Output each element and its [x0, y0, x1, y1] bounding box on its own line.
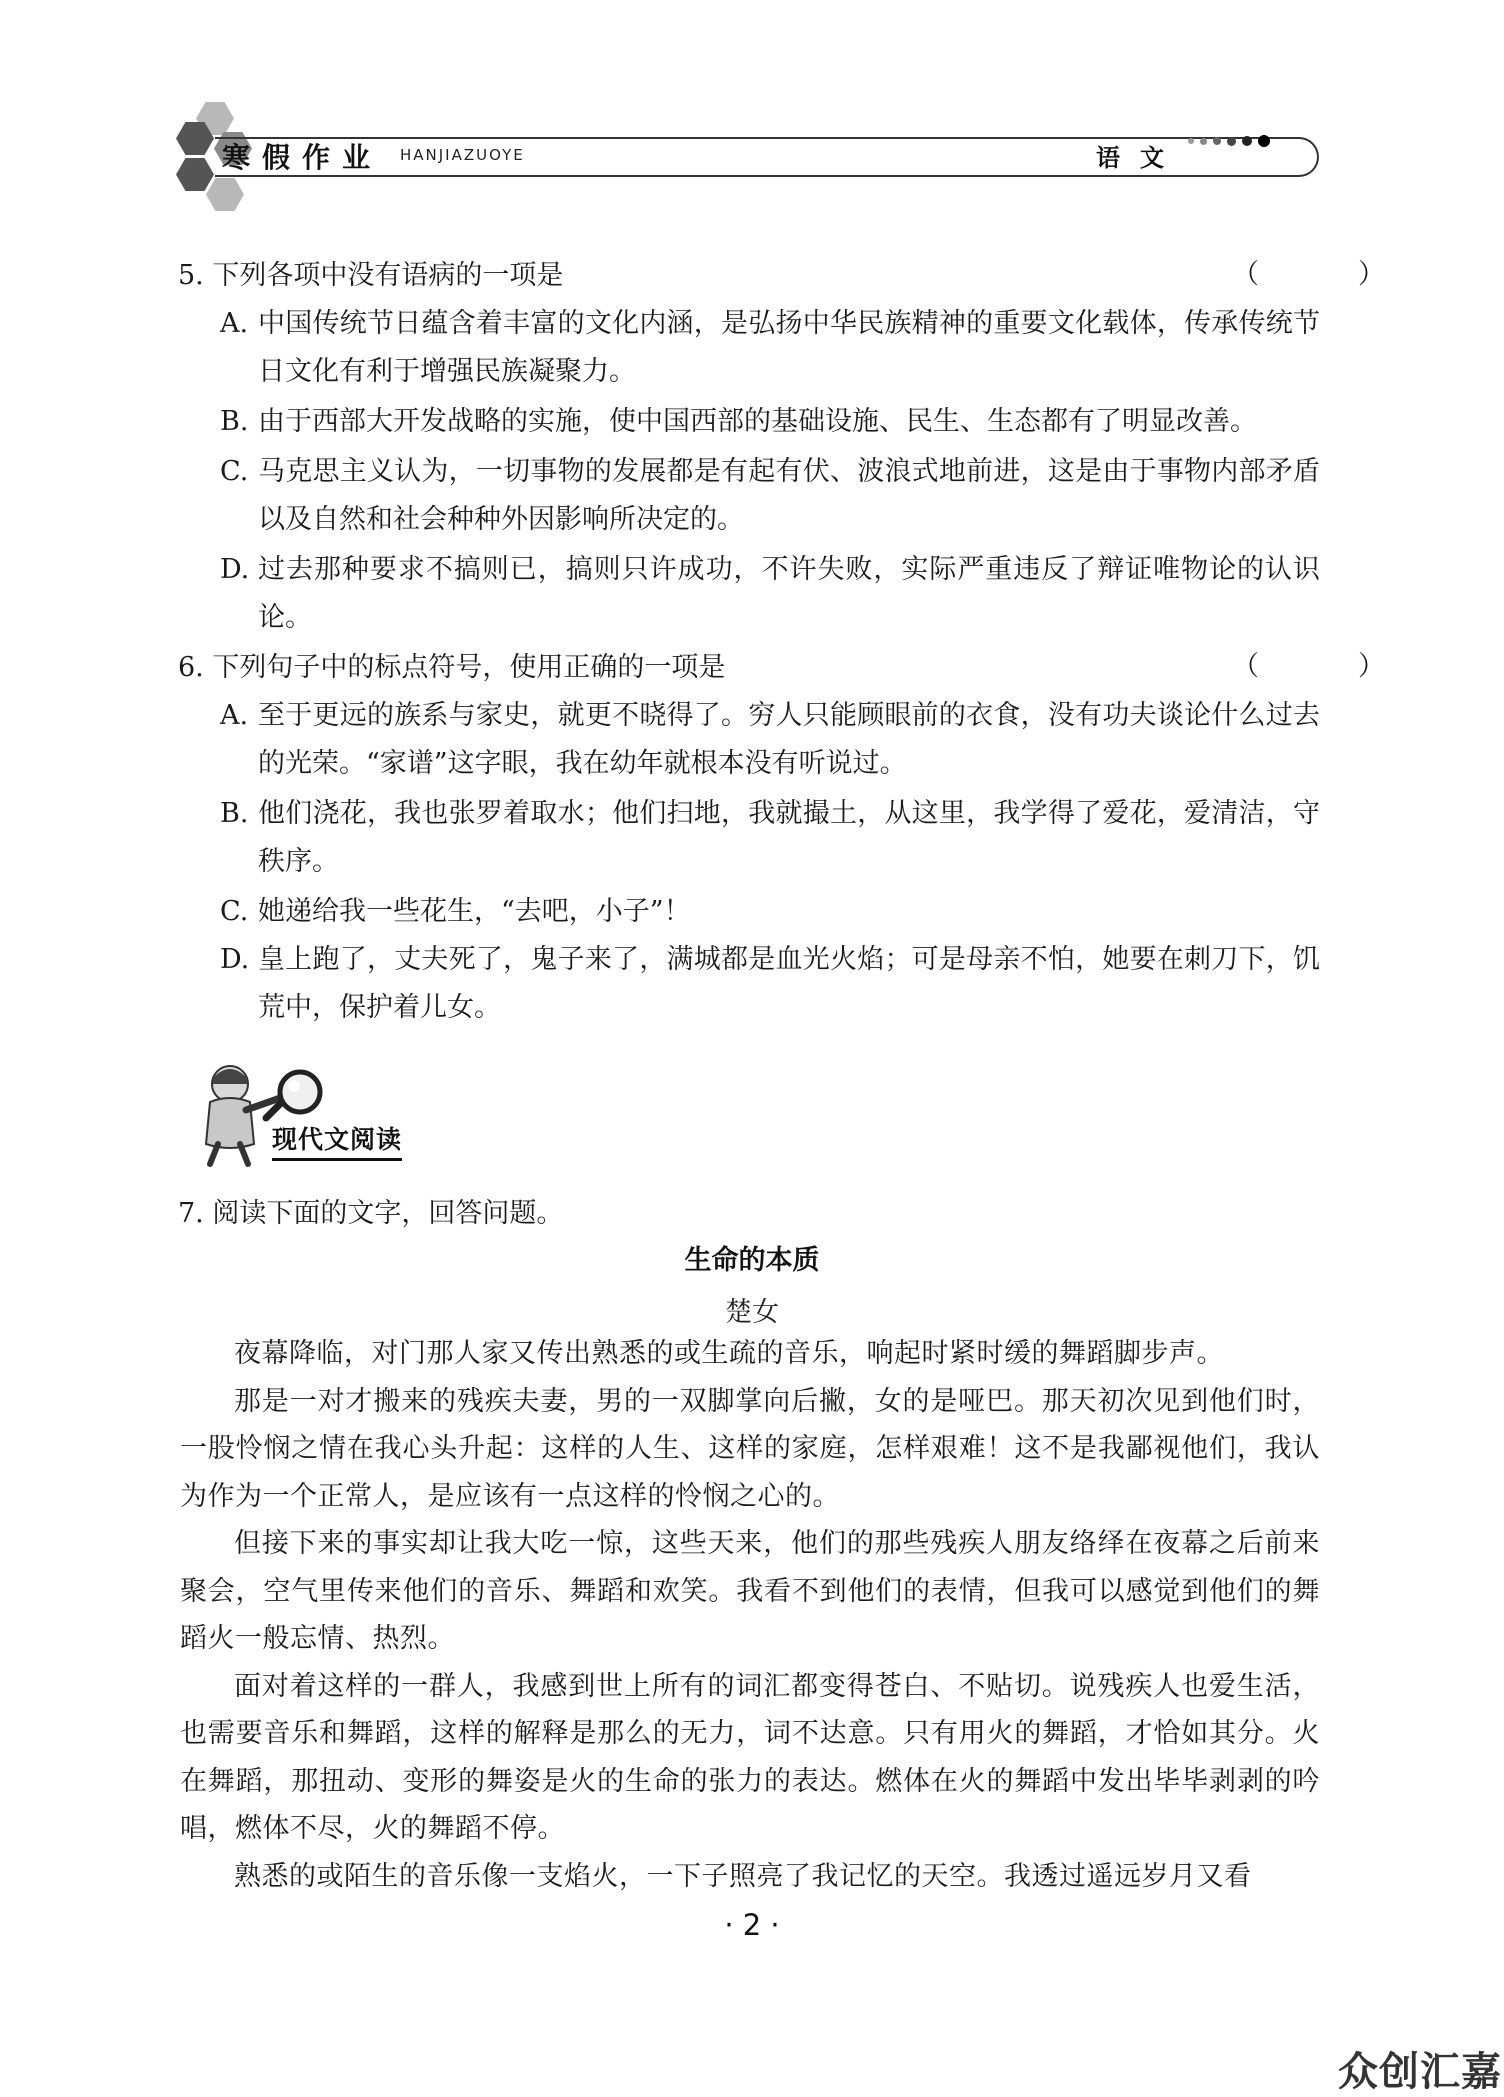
option-text: 至于更远的族系与家史，就更不晓得了。穷人只能顾眼前的衣食，没有功夫谈论什么过去的光荣。“家谱”这字眼，我在幼年就根本没有听说过。	[258, 700, 1320, 779]
article-paragraph: 面对着这样的一群人，我感到世上所有的词汇都变得苍白、不贴切。说残疾人也爱生活，也需要音乐和舞蹈，这样的解释是那么的无力，词不达意。只有用火的舞蹈，才恰如其分。火在舞蹈，那扭动、变形的舞姿是火的生命的张力的表达。燃体在火的舞蹈中发出毕毕剥剥的吟唱，燃体不尽，火的舞蹈不停。	[180, 1670, 1320, 1844]
question-5-answer-paren[interactable]: （ ）	[1232, 259, 1421, 290]
watermark: 众创汇嘉	[1338, 2049, 1502, 2095]
option-text: 过去那种要求不搞则已，搞则只许成功，不许失败，实际严重违反了辩证唯物论的认识论。	[258, 554, 1320, 633]
question-6-answer-paren[interactable]: （ ）	[1232, 651, 1421, 682]
question-6-option-d[interactable]	[220, 936, 1320, 1032]
option-label: A.	[220, 308, 249, 339]
question-6-option-a[interactable]	[220, 692, 1320, 788]
article-paragraph: 夜幕降临，对门那人家又传出熟悉的或生疏的音乐，响起时紧时缓的舞蹈脚步声。	[234, 1338, 1224, 1369]
option-text: 中国传统节日蕴含着丰富的文化内涵，是弘扬中华民族精神的重要文化载体，传承传统节日文化有利于增强民族凝聚力。	[258, 308, 1320, 387]
option-label: A.	[220, 700, 249, 731]
question-5-stem: 5. 下列各项中没有语病的一项是	[178, 260, 564, 291]
article-title: 生命的本质	[684, 1245, 820, 1276]
question-7-stem: 7. 阅读下面的文字，回答问题。	[178, 1198, 564, 1229]
question-5-option-a[interactable]	[220, 300, 1320, 396]
option-label: B.	[220, 406, 249, 437]
header-title: 寒假作业	[222, 141, 383, 174]
question-5-option-d[interactable]	[220, 546, 1320, 642]
option-label: B.	[220, 798, 249, 829]
option-label: C.	[220, 896, 249, 927]
article-paragraph: 熟悉的或陌生的音乐像一支焰火，一下子照亮了我记忆的天空。我透过遥远岁月又看	[234, 1860, 1252, 1892]
option-text: 她递给我一些花生，“去吧，小子”！	[258, 896, 691, 927]
question-5-option-b[interactable]	[220, 398, 1320, 446]
article-author: 楚女	[725, 1297, 779, 1328]
article-paragraph: 那是一对才搬来的残疾夫妻，男的一双脚掌向后撇，女的是哑巴。那天初次见到他们时，一股怜悯之情在我心头升起：这样的人生、这样的家庭，怎样艰难！这不是我鄙视他们，我认为作为一个正常人，是应该有一点这样的怜悯之心的。	[180, 1385, 1320, 1512]
option-text: 他们浇花，我也张罗着取水；他们扫地，我就撮土，从这里，我学得了爱花，爱清洁，守秩序。	[258, 798, 1320, 877]
option-text: 马克思主义认为，一切事物的发展都是有起有伏、波浪式地前进，这是由于事物内部矛盾以及自然和社会种种外因影响所决定的。	[258, 456, 1320, 535]
header-pinyin: HANJIAZUOYE	[400, 146, 525, 164]
article-paragraph: 但接下来的事实却让我大吃一惊，这些天来，他们的那些残疾人朋友络绎在夜幕之后前来聚会，空气里传来他们的音乐、舞蹈和欢笑。我看不到他们的表情，但我可以感觉到他们的舞蹈火一般忘情、热烈。	[180, 1528, 1320, 1654]
option-text: 皇上跑了，丈夫死了，鬼子来了，满城都是血光火焰；可是母亲不怕，她要在刺刀下，饥荒中，保护着儿女。	[258, 944, 1320, 1023]
page-number: · 2 ·	[724, 1908, 780, 1942]
option-label: D.	[220, 554, 250, 585]
article-body	[180, 1330, 1320, 1900]
section-label: 现代文阅读	[272, 1120, 402, 1161]
question-6-stem: 6. 下列句子中的标点符号，使用正确的一项是	[178, 652, 726, 683]
header-subject: 语文	[1096, 143, 1184, 172]
question-6-option-c[interactable]	[220, 888, 1320, 936]
option-label: C.	[220, 456, 249, 487]
header-dots-decoration	[1188, 135, 1270, 147]
question-5-option-c[interactable]	[220, 448, 1320, 544]
option-label: D.	[220, 944, 250, 975]
question-6-option-b[interactable]	[220, 790, 1320, 886]
option-text: 由于西部大开发战略的实施，使中国西部的基础设施、民生、生态都有了明显改善。	[258, 406, 1257, 437]
